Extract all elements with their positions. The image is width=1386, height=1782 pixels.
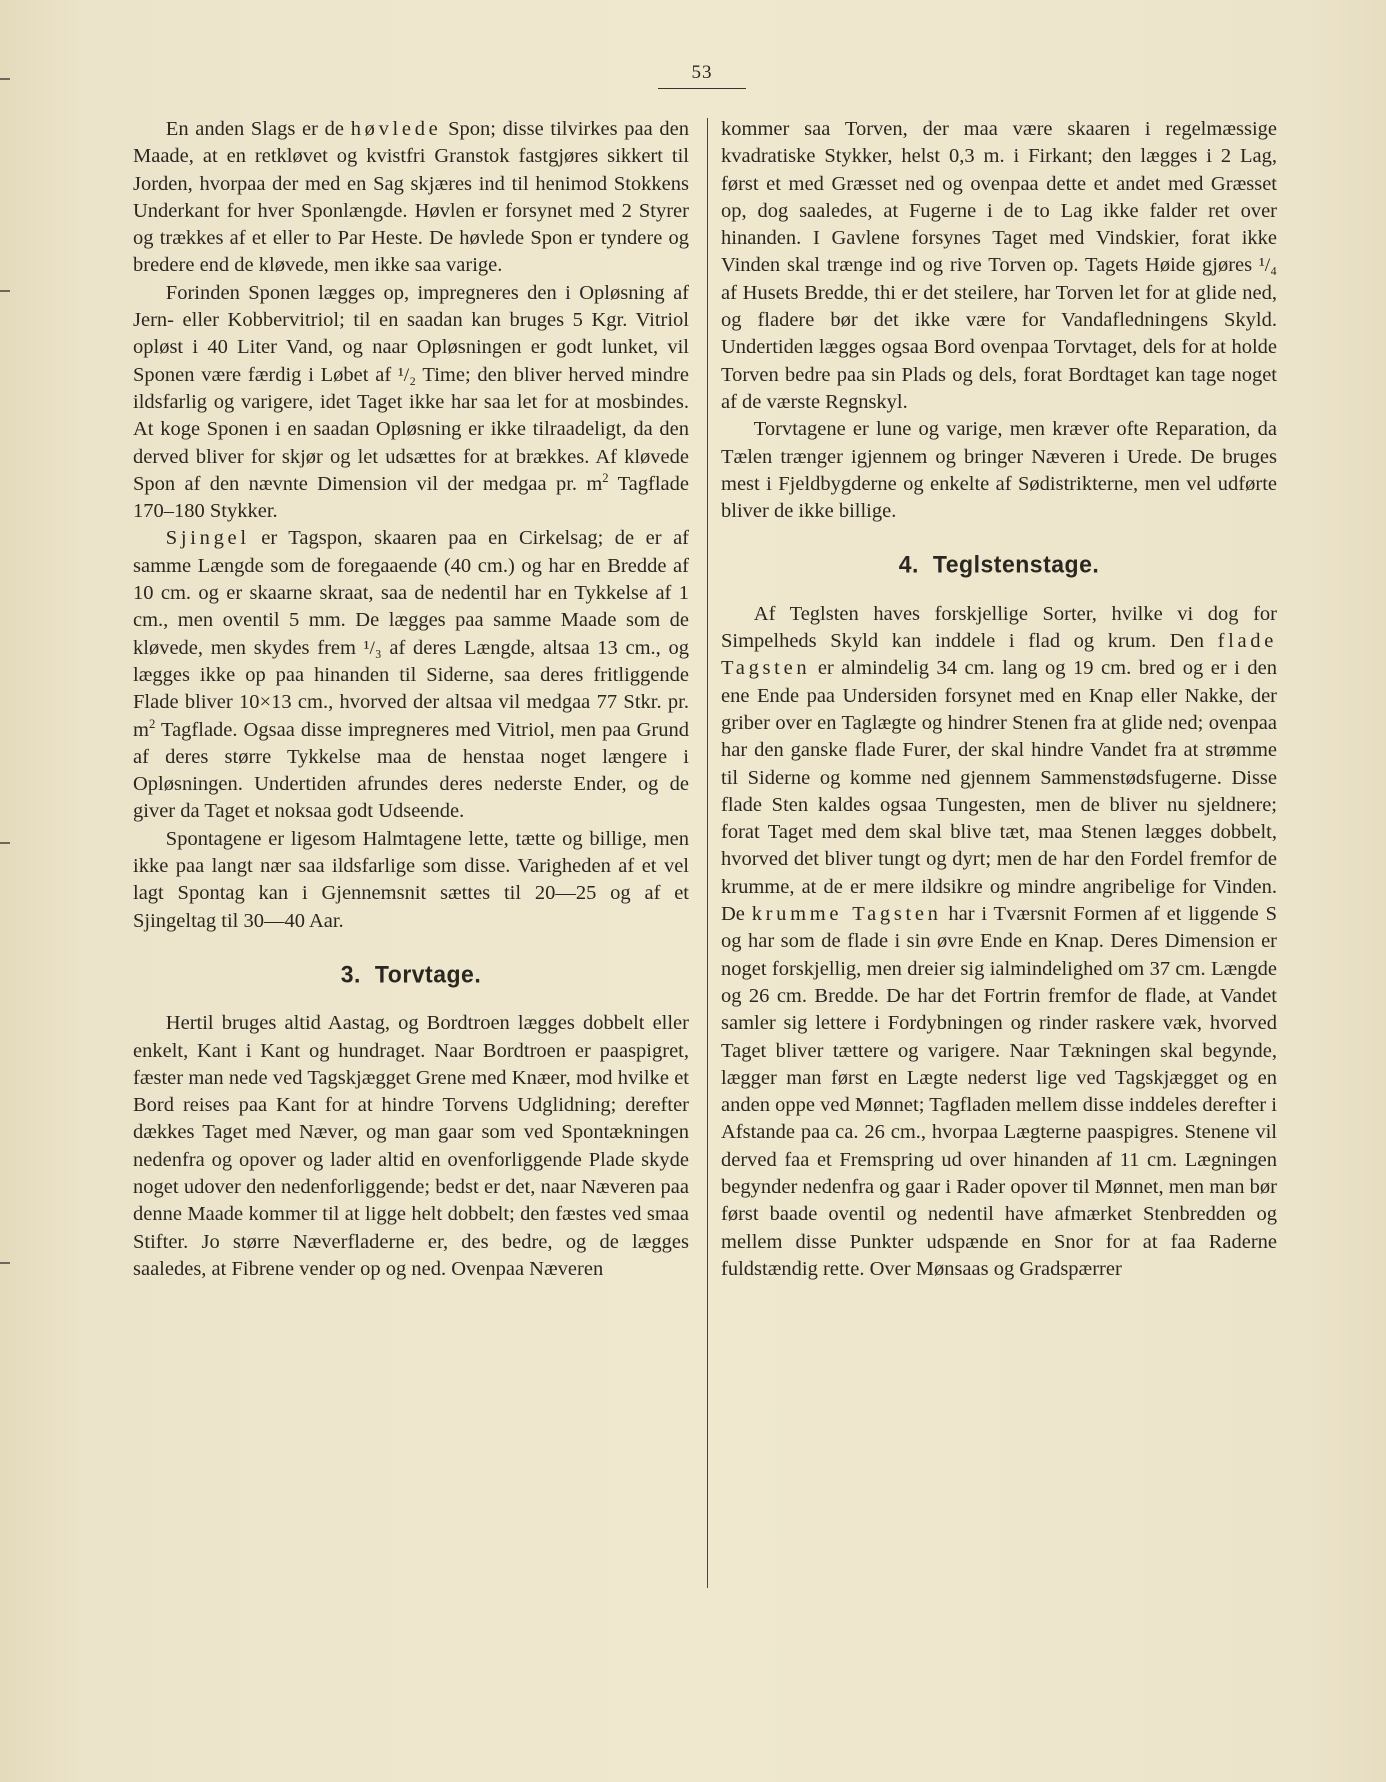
paragraph-torvtage: Hertil bruges altid Aastag, og Bordtroen lægges dobbelt eller enkelt, Kant i Kant og hundraget. Naar Bordtroen er paaspigret, fæster man nede ved Tagskjægget Grene med Knæer, mod hvilke et Bord reises paa Kant for at hindre Torvens Udglidning; derefter dækkes Taget med Næver, og man gaar som ved Spontækningen nedenfra og opover og lader altid en ovenforliggende Plade skyde noget udover den nedenforliggende; bedst er det, naar Næveren paa denne Maade kommer til at ligge helt dobbelt; den fæstes ved smaa Stifter. Jo større Næverfladerne er, des bedre, og de lægges saaledes, at Fibrene vender op og ned. Ovenpaa Næveren: [133, 1012, 689, 1280]
page-edge-mark: [0, 290, 10, 292]
text-run: Forinden Sponen lægges op, impregneres den i Opløsning af Jern- eller Kobbervitriol; til en saadan kan bruges 5 Kgr. Vitriol opløst i 40 Liter Vand, og naar Opløsningen er godt lunket, vil Sponen være færdig i Løbet af: [133, 281, 689, 386]
right-column: [721, 116, 1277, 1283]
section-title-text: Teglstenstage.: [932, 550, 1100, 579]
text-run: Time; den bliver herved mindre ildsfarlig og varigere, idet Taget ikke har saa let for at mosbindes. At koge Sponen i en saadan Opløsning er ikke tilraadeligt, da den derved bliver for skjør og let udsættes for at brækkes. Af kløvede Spon af den nævnte Dimension vil der medgaa pr. m: [133, 363, 690, 495]
spaced-term: Sjingel: [165, 527, 250, 550]
paragraph-torvtagene: Torvtagene er lune og varige, men kræver ofte Reparation, da Tælen trænger igjennem og bringer Næveren i Urede. De bruges mest i Fjeldbygderne og enkelte af Sødistrikterne, men vel udførte bliver de ikke billige.: [721, 418, 1277, 523]
text-run: er Tagspon, skaaren paa en Cirkelsag; de er af samme Længde som de foregaaende (40 cm.) og har en Bredde af 10 cm. og er skaarne skraat, saa de nedentil har en Tykkelse af 1 cm., men oventil 5 mm. De lægges paa samme Maade som de kløvede, men skydes frem: [133, 527, 689, 659]
paragraph-hovlede-spon: [133, 116, 689, 280]
paragraph-impregnation: [133, 280, 689, 526]
page-edge-mark: [0, 78, 10, 80]
page-number-rule: [658, 88, 746, 89]
text-run: er almindelig 34 cm. lang og 19 cm. bred og er i den ene Ende paa Undersiden forsynet med en Knap eller Nakke, der griber over en Taglægte og hindrer Stenen fra at glide ned; ovenpaa har den ganske flade Furer, der skal hindre Vandet fra at strømme til Siderne og komme ned gjennem Sammenstødsfugerne. Disse flade Sten kaldes ogsaa Tungesten, men de bliver nu sjeldnere; forat Taget med dem skal blive tæt, maa Stenen lægges dobbelt, hvorved det bliver tungt og dyrt; men de har den Fordel fremfor de krumme, at de er mere ildsikre og mindre angribelige for Vinden. De: [721, 657, 1277, 926]
text-run: Tagflade 170–180 Stykker.: [133, 472, 689, 523]
paragraph-teglsten: [721, 601, 1277, 1283]
paragraph-sjingel: [133, 525, 689, 825]
text-run: af Husets Bredde, thi er det steilere, har Torven let for at glide ned, og fladere bør det ikke være for Vandafledningens Skyld. Undertiden lægges ogsaa Bord ovenpaa Torvtaget, dels for at holde Torven bedre paa sin Plads og dels, forat Bordtaget kan tage noget af de værste Regnskyl.: [721, 281, 1277, 413]
text-run: Tagflade. Ogsaa disse impregneres med Vitriol, men paa Grund af deres større Tykkelse maa de henstaa noget længere i Opløsningen. Undertiden afrundes deres nederste Ender, og de giver da Taget et noksaa godt Udseende.: [133, 718, 689, 823]
section-number: 4.: [898, 550, 919, 579]
text-run: kommer saa Torven, der maa være skaaren i regelmæssige kvadratiske Stykker, helst 0,3 m. i Firkant; den lægges i 2 Lag, først et med Græsset ned og ovenpaa dette et andet med Græsset op, dog saaledes, at Fugerne i de to Lag ikke falder ret over hinanden. I Gavlene forsynes Taget med Vindskier, forat ikke Vinden skal trænge ind og rive Torven op. Tagets Høide gjøres: [721, 118, 1277, 277]
page-edge-mark: [0, 842, 10, 844]
text-run: har i Tværsnit Formen af et liggende S og har som de flade i sin øvre Ende en Knap. Deres Dimension er noget forskjellig, men dreier sig ialmindelighed om 37 cm. Længde og 26 cm. Bredde. De har det Fortrin fremfor de flade, at Vandet samler sig lettere i Fordybningen og rinder raskere væk, hvorved Taget bliver tættere og varigere. Naar Tækningen skal begynde, lægger man først en Lægte nederst lige ved Tagskjægget og en anden oppe ved Mønnet; Tagfladen mellem disse inddeles derefter i Afstande paa ca. 26 cm., hvorpaa Lægterne paaspigres. Stenene vil derved faa et Fremspring ud over hinanden af 11 cm. Lægningen begynder nedenfra og gaar i Rader opover til Mønnet, men man bør først baade oventil og nedentil have afmærket Stenbredden og mellem disse Punkter udspænde en Snor for at faa Raderne fuldstændig rette. Over Mønsaas og Gradspærrer: [721, 903, 1277, 1280]
text-run: Af Teglsten haves forskjellige Sorter, hvilke vi dog for Simpelheds Skyld kan inddele i flad og krum. Den: [721, 602, 1277, 653]
column-divider: [707, 118, 708, 1588]
spaced-term: flade Tagsten: [721, 630, 1277, 680]
section-heading-torvtage: [133, 960, 689, 989]
text-run: En anden Slags er de: [165, 118, 351, 140]
spaced-term: høvlede: [350, 118, 442, 140]
fraction: ¹/₄: [1258, 255, 1277, 277]
paragraph-spontagene: Spontagene er ligesom Halmtagene lette, tætte og billige, men ikke paa langt nær saa ildsfarlige som disse. Varigheden af et vel lagt Spontag kan i Gjennemsnit sættes til 20—25 og af et Sjingeltag til 30—40 Aar.: [133, 827, 689, 932]
section-heading-teglstenstage: [721, 551, 1277, 580]
section-number: 3.: [340, 960, 361, 988]
page-edge-mark: [0, 1262, 10, 1264]
fraction: ¹/₂: [397, 364, 417, 386]
text-run: af deres Længde, altsaa 13 cm., og lægges ikke op paa hinanden til Siderne, saa deres fritliggende Flade bliver 10×13 cm., hvorved der altsaa vil medgaa 77 Stkr. pr. m: [133, 636, 689, 741]
superscript: 2: [602, 471, 609, 486]
page-number: 53: [691, 62, 713, 83]
left-column: [133, 116, 689, 1283]
fraction: ¹/₃: [363, 637, 382, 659]
section-title-text: Torvtage.: [374, 960, 482, 988]
text-run: Spon; disse tilvirkes paa den Maade, at en retkløvet og kvistfri Granstok fastgjøres sikkert til Jorden, hvorpaa der med en Sag skjæres ind til henimod Stokkens Underkant for hver Sponlængde. Høvlen er forsynet med 2 Styrer og trækkes af et eller to Par Heste. De høvlede Spon er tyndere og bredere end de kløvede, men ikke saa varige.: [133, 118, 689, 277]
paragraph-torven-continued: [721, 116, 1277, 416]
superscript: 2: [148, 716, 156, 731]
spaced-term: krumme Tagsten: [751, 903, 942, 926]
